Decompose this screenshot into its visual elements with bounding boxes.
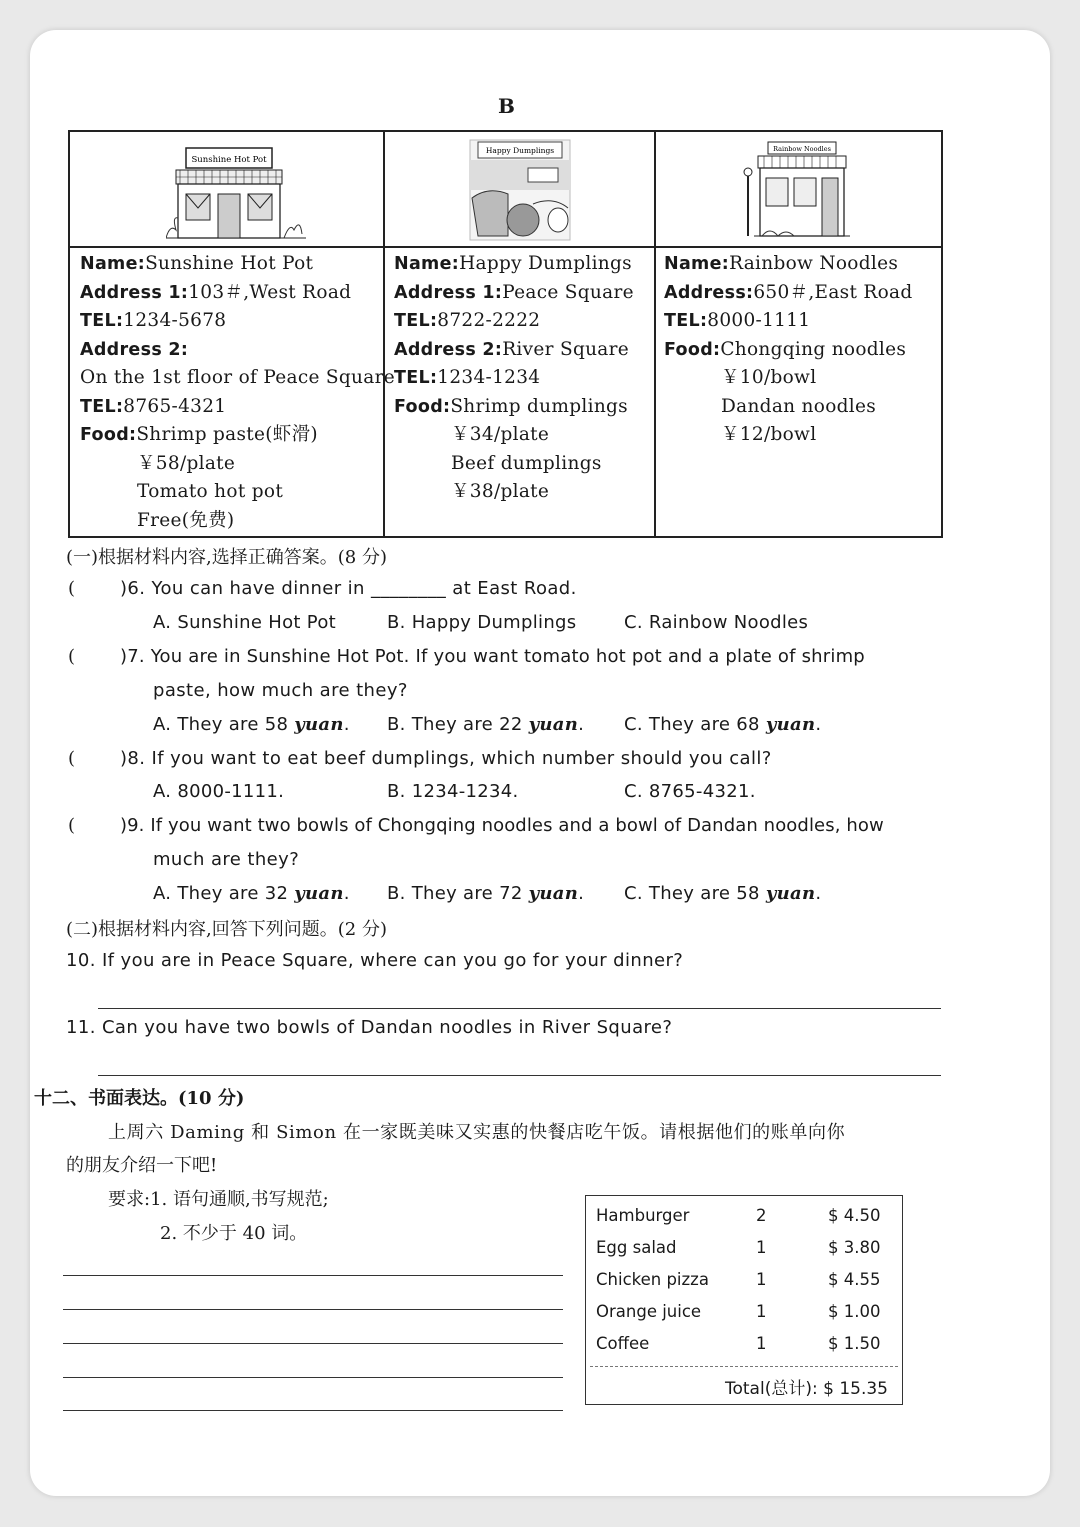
- info-label: Name:: [80, 254, 146, 274]
- info-label: TEL:: [664, 311, 708, 331]
- info-line: [394, 478, 634, 507]
- info-value: ￥12/bowl: [721, 424, 817, 445]
- info-value: Free(免费): [137, 509, 235, 531]
- receipt-price: $ 4.55: [828, 1270, 881, 1289]
- rainbow-noodles-illustration: [740, 138, 860, 246]
- info-value: River Square: [502, 338, 630, 360]
- happy-dumplings-illustration: [468, 138, 572, 246]
- q6-option-c[interactable]: C. Rainbow Noodles: [624, 612, 809, 633]
- info-line: [394, 307, 634, 336]
- restaurant-2-info: [394, 250, 634, 507]
- info-value: Chongqing noodles: [720, 338, 907, 360]
- info-line: [664, 279, 913, 308]
- q6-option-b[interactable]: B. Happy Dumplings: [387, 612, 577, 633]
- info-value: 650＃,East Road: [753, 281, 913, 303]
- info-line: [664, 364, 913, 393]
- q10-question: 10. If you are in Peace Square, where can you go for your dinner?: [66, 950, 684, 971]
- info-value: 1234-5678: [123, 310, 227, 331]
- info-line: [394, 450, 634, 479]
- info-value: 1234-1234: [437, 367, 541, 388]
- info-value: Happy Dumplings: [459, 253, 632, 274]
- info-line: [80, 507, 395, 536]
- info-value: 8722-2222: [437, 310, 541, 331]
- sign-text: Happy Dumplings: [485, 146, 555, 155]
- q7-answer-paren[interactable]: (: [68, 646, 76, 667]
- info-value: Peace Square: [502, 281, 634, 303]
- info-value: ￥38/plate: [451, 481, 550, 502]
- info-value: 8765-4321: [123, 395, 227, 417]
- writing-requirement-2: 2. 不少于 40 词。: [160, 1223, 308, 1244]
- writing-line[interactable]: [63, 1343, 563, 1344]
- info-line: [394, 364, 634, 393]
- info-value: ￥34/plate: [451, 424, 550, 445]
- receipt-qty: 1: [756, 1334, 767, 1353]
- writing-prompt-line1: 上周六 Daming 和 Simon 在一家既美味又实惠的快餐店吃午饭。请根据他们的账单向你: [108, 1122, 846, 1143]
- writing-requirement-1: 要求:1. 语句通顺,书写规范;: [108, 1189, 329, 1210]
- info-line: [80, 336, 395, 365]
- sunshine-hot-pot-illustration: [166, 138, 306, 246]
- q7-stem: )7. You are in Sunshine Hot Pot. If you want tomato hot pot and a plate of shrimp: [120, 646, 865, 667]
- writing-line[interactable]: [63, 1275, 563, 1276]
- info-label: Address 1:: [394, 282, 503, 303]
- info-value: On the 1st floor of Peace Square: [80, 367, 395, 388]
- info-value: 103＃,West Road: [188, 281, 352, 303]
- restaurant-3-info: [664, 250, 913, 450]
- writing-line[interactable]: [63, 1410, 563, 1411]
- info-value: Shrimp paste(虾滑): [136, 424, 318, 445]
- info-value: Sunshine Hot Pot: [145, 253, 314, 274]
- q6-answer-paren[interactable]: (: [68, 578, 76, 599]
- restaurant-table: [68, 130, 943, 538]
- receipt-qty: 2: [756, 1206, 767, 1225]
- info-value: Rainbow Noodles: [729, 253, 899, 274]
- info-line: [80, 307, 395, 336]
- writing-line[interactable]: [63, 1377, 563, 1378]
- info-line: [394, 279, 634, 308]
- info-value: ￥10/bowl: [721, 367, 817, 388]
- info-line: [664, 250, 913, 279]
- writing-heading: 十二、书面表达。(10 分): [34, 1088, 245, 1109]
- restaurant-1-info: [80, 250, 395, 535]
- info-label: Food:: [80, 425, 137, 445]
- info-line: [394, 336, 634, 365]
- info-label: TEL:: [80, 311, 124, 331]
- info-value: Dandan noodles: [721, 395, 877, 417]
- info-line: [80, 364, 395, 393]
- receipt-name: Hamburger: [596, 1206, 690, 1225]
- receipt-name: Coffee: [596, 1334, 650, 1353]
- info-label: Food:: [664, 339, 721, 360]
- writing-line[interactable]: [63, 1309, 563, 1310]
- info-label: Address 2:: [394, 339, 503, 360]
- info-line: [664, 307, 913, 336]
- info-label: Name:: [394, 254, 460, 274]
- info-label: Address 2:: [80, 339, 189, 360]
- receipt-qty: 1: [756, 1238, 767, 1257]
- info-label: Address 1:: [80, 282, 189, 303]
- q8-option-c[interactable]: C. 8765-4321.: [624, 781, 756, 802]
- q6-option-a[interactable]: A. Sunshine Hot Pot: [153, 612, 336, 633]
- info-line: [394, 393, 634, 422]
- receipt-qty: 1: [756, 1270, 767, 1289]
- info-label: TEL:: [394, 368, 438, 388]
- info-line: [394, 421, 634, 450]
- receipt-qty: 1: [756, 1302, 767, 1321]
- receipt-divider: [590, 1366, 898, 1367]
- info-label: TEL:: [80, 396, 124, 417]
- info-line: [664, 336, 913, 365]
- section-title: B: [498, 94, 515, 118]
- receipt-total: Total(总计): $ 15.35: [725, 1379, 888, 1399]
- q8-option-a[interactable]: A. 8000-1111.: [153, 781, 285, 802]
- receipt-price: $ 3.80: [828, 1238, 881, 1257]
- q9-option-c[interactable]: C. They are 58 yuan.: [624, 883, 822, 904]
- info-line: [80, 478, 395, 507]
- q7-option-a[interactable]: A. They are 58 yuan.: [153, 714, 350, 735]
- q9-stem: )9. If you want two bowls of Chongqing noodles and a bowl of Dandan noodles, how: [120, 815, 884, 836]
- q8-option-b[interactable]: B. 1234-1234.: [387, 781, 519, 802]
- info-line: [80, 393, 395, 422]
- info-value: Tomato hot pot: [137, 481, 284, 502]
- q7-stem-cont: paste, how much are they?: [153, 680, 408, 701]
- receipt-name: Chicken pizza: [596, 1270, 709, 1289]
- part1-heading: (一)根据材料内容,选择正确答案。(8 分): [66, 547, 387, 568]
- info-label: Food:: [394, 396, 451, 417]
- q10-answer-line[interactable]: [98, 1008, 941, 1009]
- q7-option-b[interactable]: B. They are 22 yuan.: [387, 714, 585, 735]
- q9-answer-paren[interactable]: (: [68, 815, 76, 836]
- q9-option-a[interactable]: A. They are 32 yuan.: [153, 883, 350, 904]
- sign-text: Rainbow Noodles: [773, 145, 831, 153]
- q6-stem: )6. You can have dinner in ________ at East Road.: [120, 578, 577, 599]
- info-value: ￥58/plate: [137, 452, 236, 474]
- info-line: [80, 450, 395, 479]
- info-label: TEL:: [394, 311, 438, 331]
- writing-prompt-line2: 的朋友介绍一下吧!: [66, 1155, 218, 1176]
- info-line: [664, 393, 913, 422]
- part2-heading: (二)根据材料内容,回答下列问题。(2 分): [66, 919, 387, 940]
- sign-text: Sunshine Hot Pot: [191, 155, 267, 165]
- q8-answer-paren[interactable]: (: [68, 748, 76, 769]
- info-line: [80, 279, 395, 308]
- q11-question: 11. Can you have two bowls of Dandan noodles in River Square?: [66, 1017, 673, 1038]
- q11-answer-line[interactable]: [98, 1075, 941, 1076]
- receipt-price: $ 1.00: [828, 1302, 881, 1321]
- info-value: Beef dumplings: [451, 452, 602, 474]
- q8-stem: )8. If you want to eat beef dumplings, which number should you call?: [120, 748, 772, 769]
- receipt-price: $ 1.50: [828, 1334, 881, 1353]
- receipt: [585, 1195, 903, 1405]
- info-line: [80, 250, 395, 279]
- info-value: Shrimp dumplings: [450, 395, 628, 417]
- receipt-name: Orange juice: [596, 1302, 702, 1321]
- info-line: [394, 250, 634, 279]
- info-label: Name:: [664, 254, 730, 274]
- q7-option-c[interactable]: C. They are 68 yuan.: [624, 714, 822, 735]
- q9-option-b[interactable]: B. They are 72 yuan.: [387, 883, 585, 904]
- info-line: [80, 421, 395, 450]
- receipt-name: Egg salad: [596, 1238, 677, 1257]
- q9-stem-cont: much are they?: [153, 849, 300, 870]
- info-label: Address:: [664, 282, 754, 303]
- info-line: [664, 421, 913, 450]
- info-value: 8000-1111: [707, 310, 811, 331]
- receipt-price: $ 4.50: [828, 1206, 881, 1225]
